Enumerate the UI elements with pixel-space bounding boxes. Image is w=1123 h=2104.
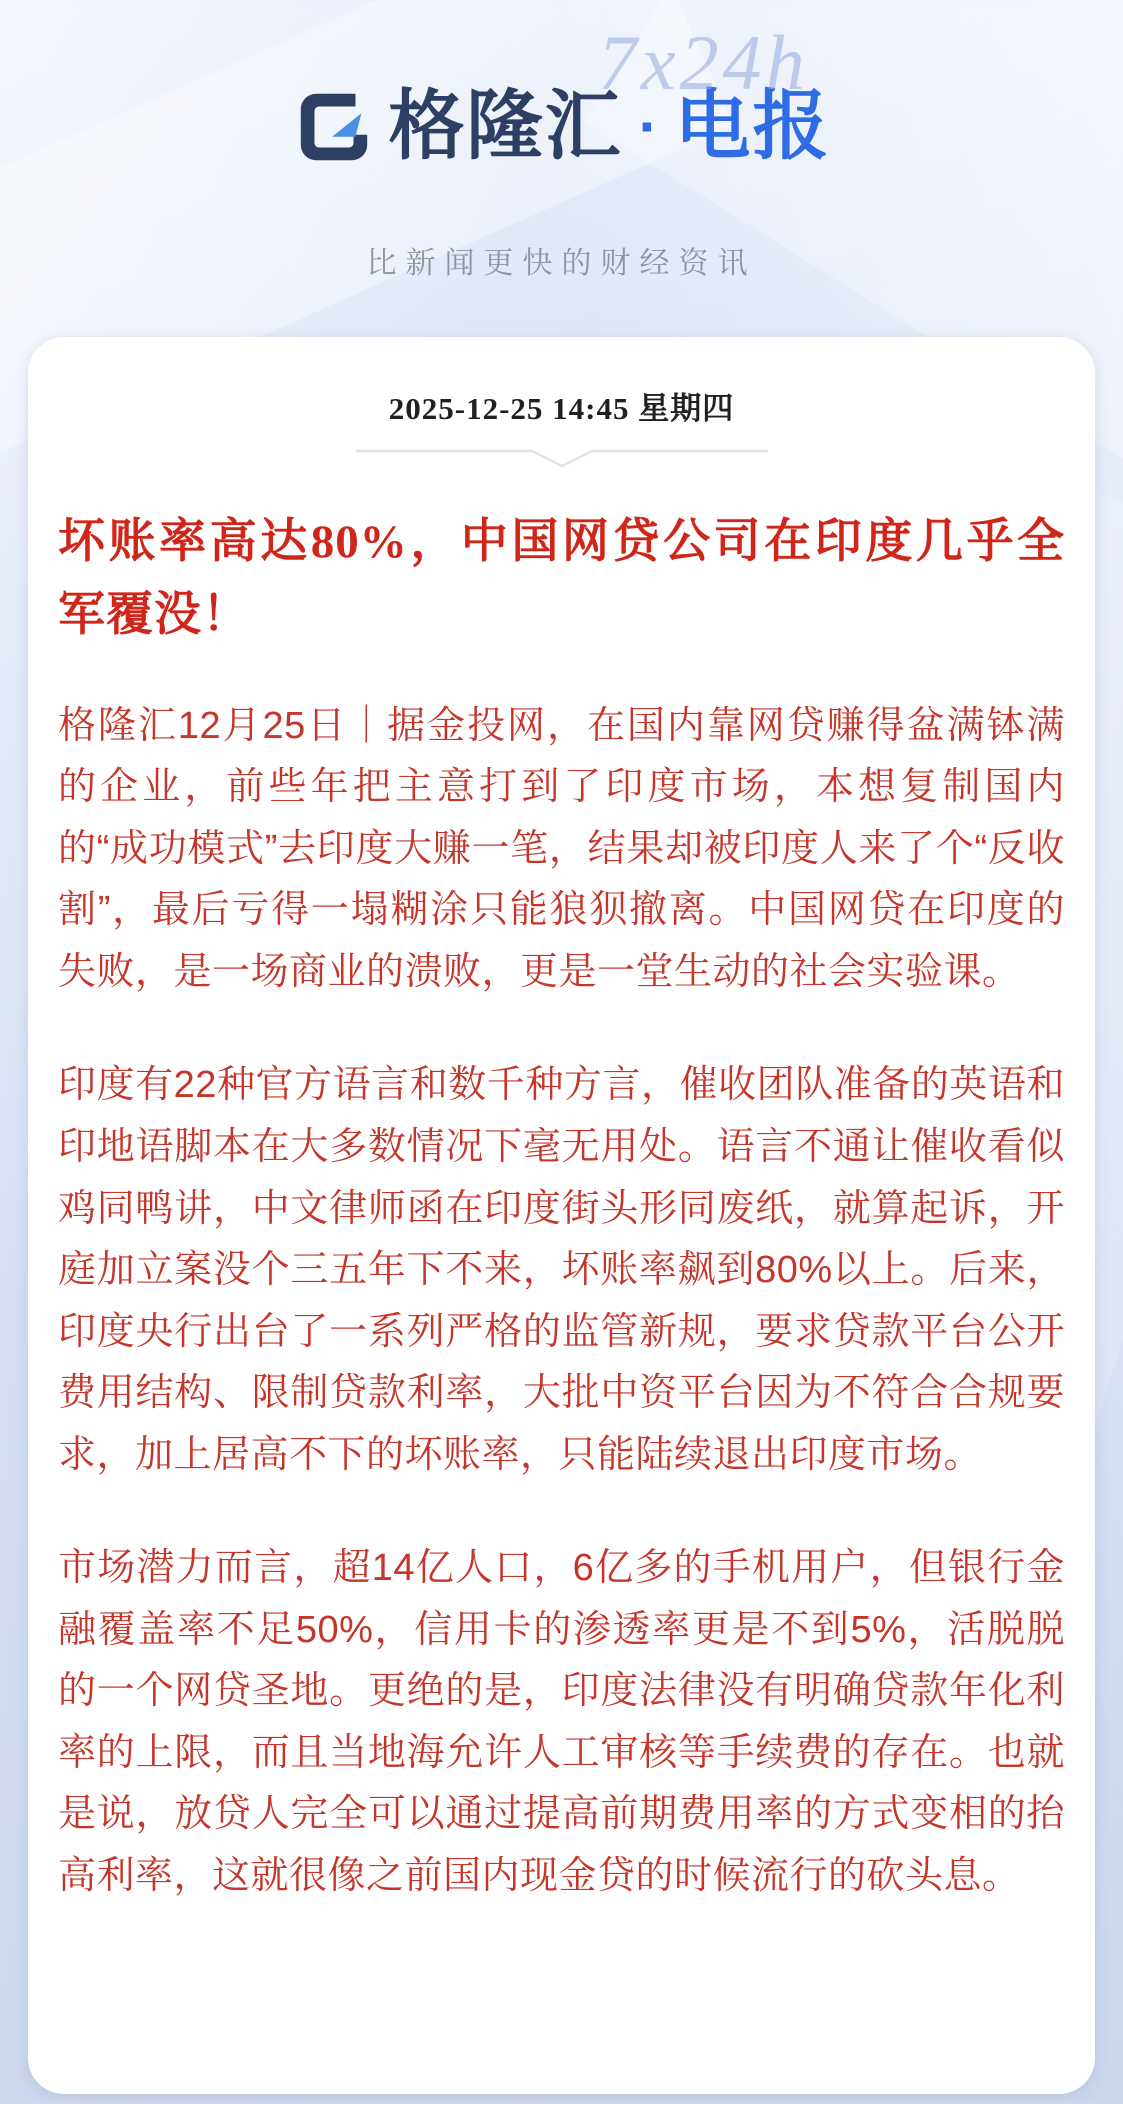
brand-name: 格隆汇 <box>388 84 623 169</box>
product-name: 电报 <box>674 84 831 169</box>
brand-separator-dot: · <box>638 93 659 160</box>
tagline: 比新闻更快的财经资讯 <box>366 247 757 280</box>
watermark-7x24h: 7x24h <box>598 19 809 106</box>
article-paragraph: 格隆汇12月25日｜据金投网，在国内靠网贷赚得盆满钵满的企业，前些年把主意打到了印度市场，本想复制国内的“成功模式”去印度大赚一笔，结果却被印度人来了个“反收割”，最后亏得一塌糊涂只能狼狈撤离。中国网贷在印度的失败，是一场商业的溃败，更是一堂生动的社会实验课。 <box>58 704 1065 993</box>
article-headline: 坏账率高达80%，中国网贷公司在印度几乎全军覆没！ <box>58 516 1065 641</box>
gelonghui-logo <box>0 86 1123 168</box>
article-paragraph: 市场潜力而言，超14亿人口，6亿多的手机用户，但银行金融覆盖率不足50%，信用卡的渗透率更是不到5%，活脱脱的一个网贷圣地。更绝的是，印度法律没有明确贷款年化利率的上限，而且当地海允许人工审核等手续费的存在。也就是说，放贷人完全可以通过提高前期费用率的方式变相的抬高利率，这就很像之前国内现金贷的时候流行的砍头息。 <box>58 1547 1065 1897</box>
article-body <box>58 696 1065 1908</box>
article-card <box>28 337 1095 2094</box>
article-datetime: 2025-12-25 14:45 星期四 <box>388 391 735 426</box>
article-paragraph: 印度有22种官方语言和数千种方言，催收团队准备的英语和印地语脚本在大多数情况下毫无用处。语言不通让催收看似鸡同鸭讲，中文律师函在印度街头形同废纸，就算起诉，开庭加立案没个三五年下不来，坏账率飙到80%以上。后来，印度央行出台了一系列严格的监管新规，要求贷款平台公开费用结构、限制贷款利率，大批中资平台因为不符合合规要求，加上居高不下的坏账率，只能陆续退出印度市场。 <box>58 1064 1065 1476</box>
gelonghui-logo-icon <box>293 86 375 168</box>
date-separator-notch <box>356 448 768 470</box>
